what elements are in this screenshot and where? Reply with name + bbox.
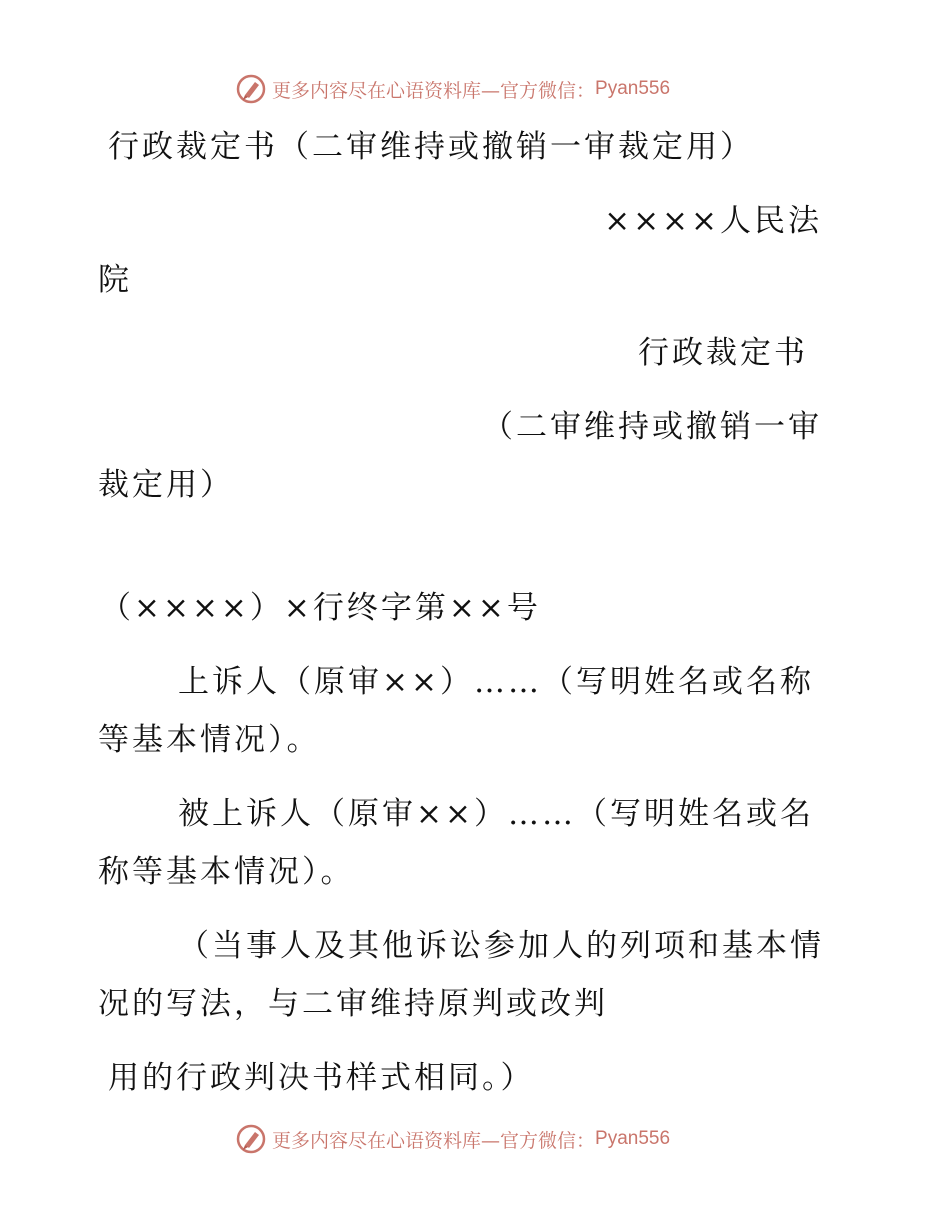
- document-subtitle-line-1: （二审维持或撤销一审: [482, 409, 822, 445]
- appellant-line-2: 等基本情况）。: [98, 722, 321, 758]
- document-subtitle-line-2: 裁定用）: [98, 467, 234, 503]
- pen-logo-icon: [236, 74, 266, 104]
- court-name-line-1: ××××人民法: [604, 203, 822, 239]
- appellee-line-1: 被上诉人（原审××）……（写明姓名或名: [178, 796, 814, 832]
- watermark-header: [236, 72, 670, 106]
- document-heading: 行政裁定书（二审维持或撤销一审裁定用）: [108, 129, 754, 165]
- document-title: 行政裁定书: [638, 335, 808, 371]
- pen-logo-icon: [236, 1124, 266, 1154]
- case-number: （××××）×行终字第××号: [100, 590, 541, 626]
- watermark-text: 更多内容尽在心语资料库—官方微信：: [272, 1129, 596, 1152]
- appellee-line-2: 称等基本情况）。: [98, 854, 355, 890]
- note-line-3: 用的行政判决书样式相同。）: [108, 1060, 535, 1096]
- court-name-line-2: 院: [98, 262, 132, 298]
- watermark-footer: [236, 1122, 670, 1156]
- watermark-wechat-id: Pyan556: [595, 78, 671, 99]
- watermark-text: 更多内容尽在心语资料库—官方微信：: [272, 79, 596, 102]
- note-line-2: 况的写法，与二审维持原判或改判: [98, 986, 608, 1022]
- appellant-line-1: 上诉人（原审××）……（写明姓名或名称: [178, 664, 814, 700]
- note-line-1: （当事人及其他诉讼参加人的列项和基本情: [178, 928, 824, 964]
- watermark-wechat-id: Pyan556: [595, 1128, 671, 1149]
